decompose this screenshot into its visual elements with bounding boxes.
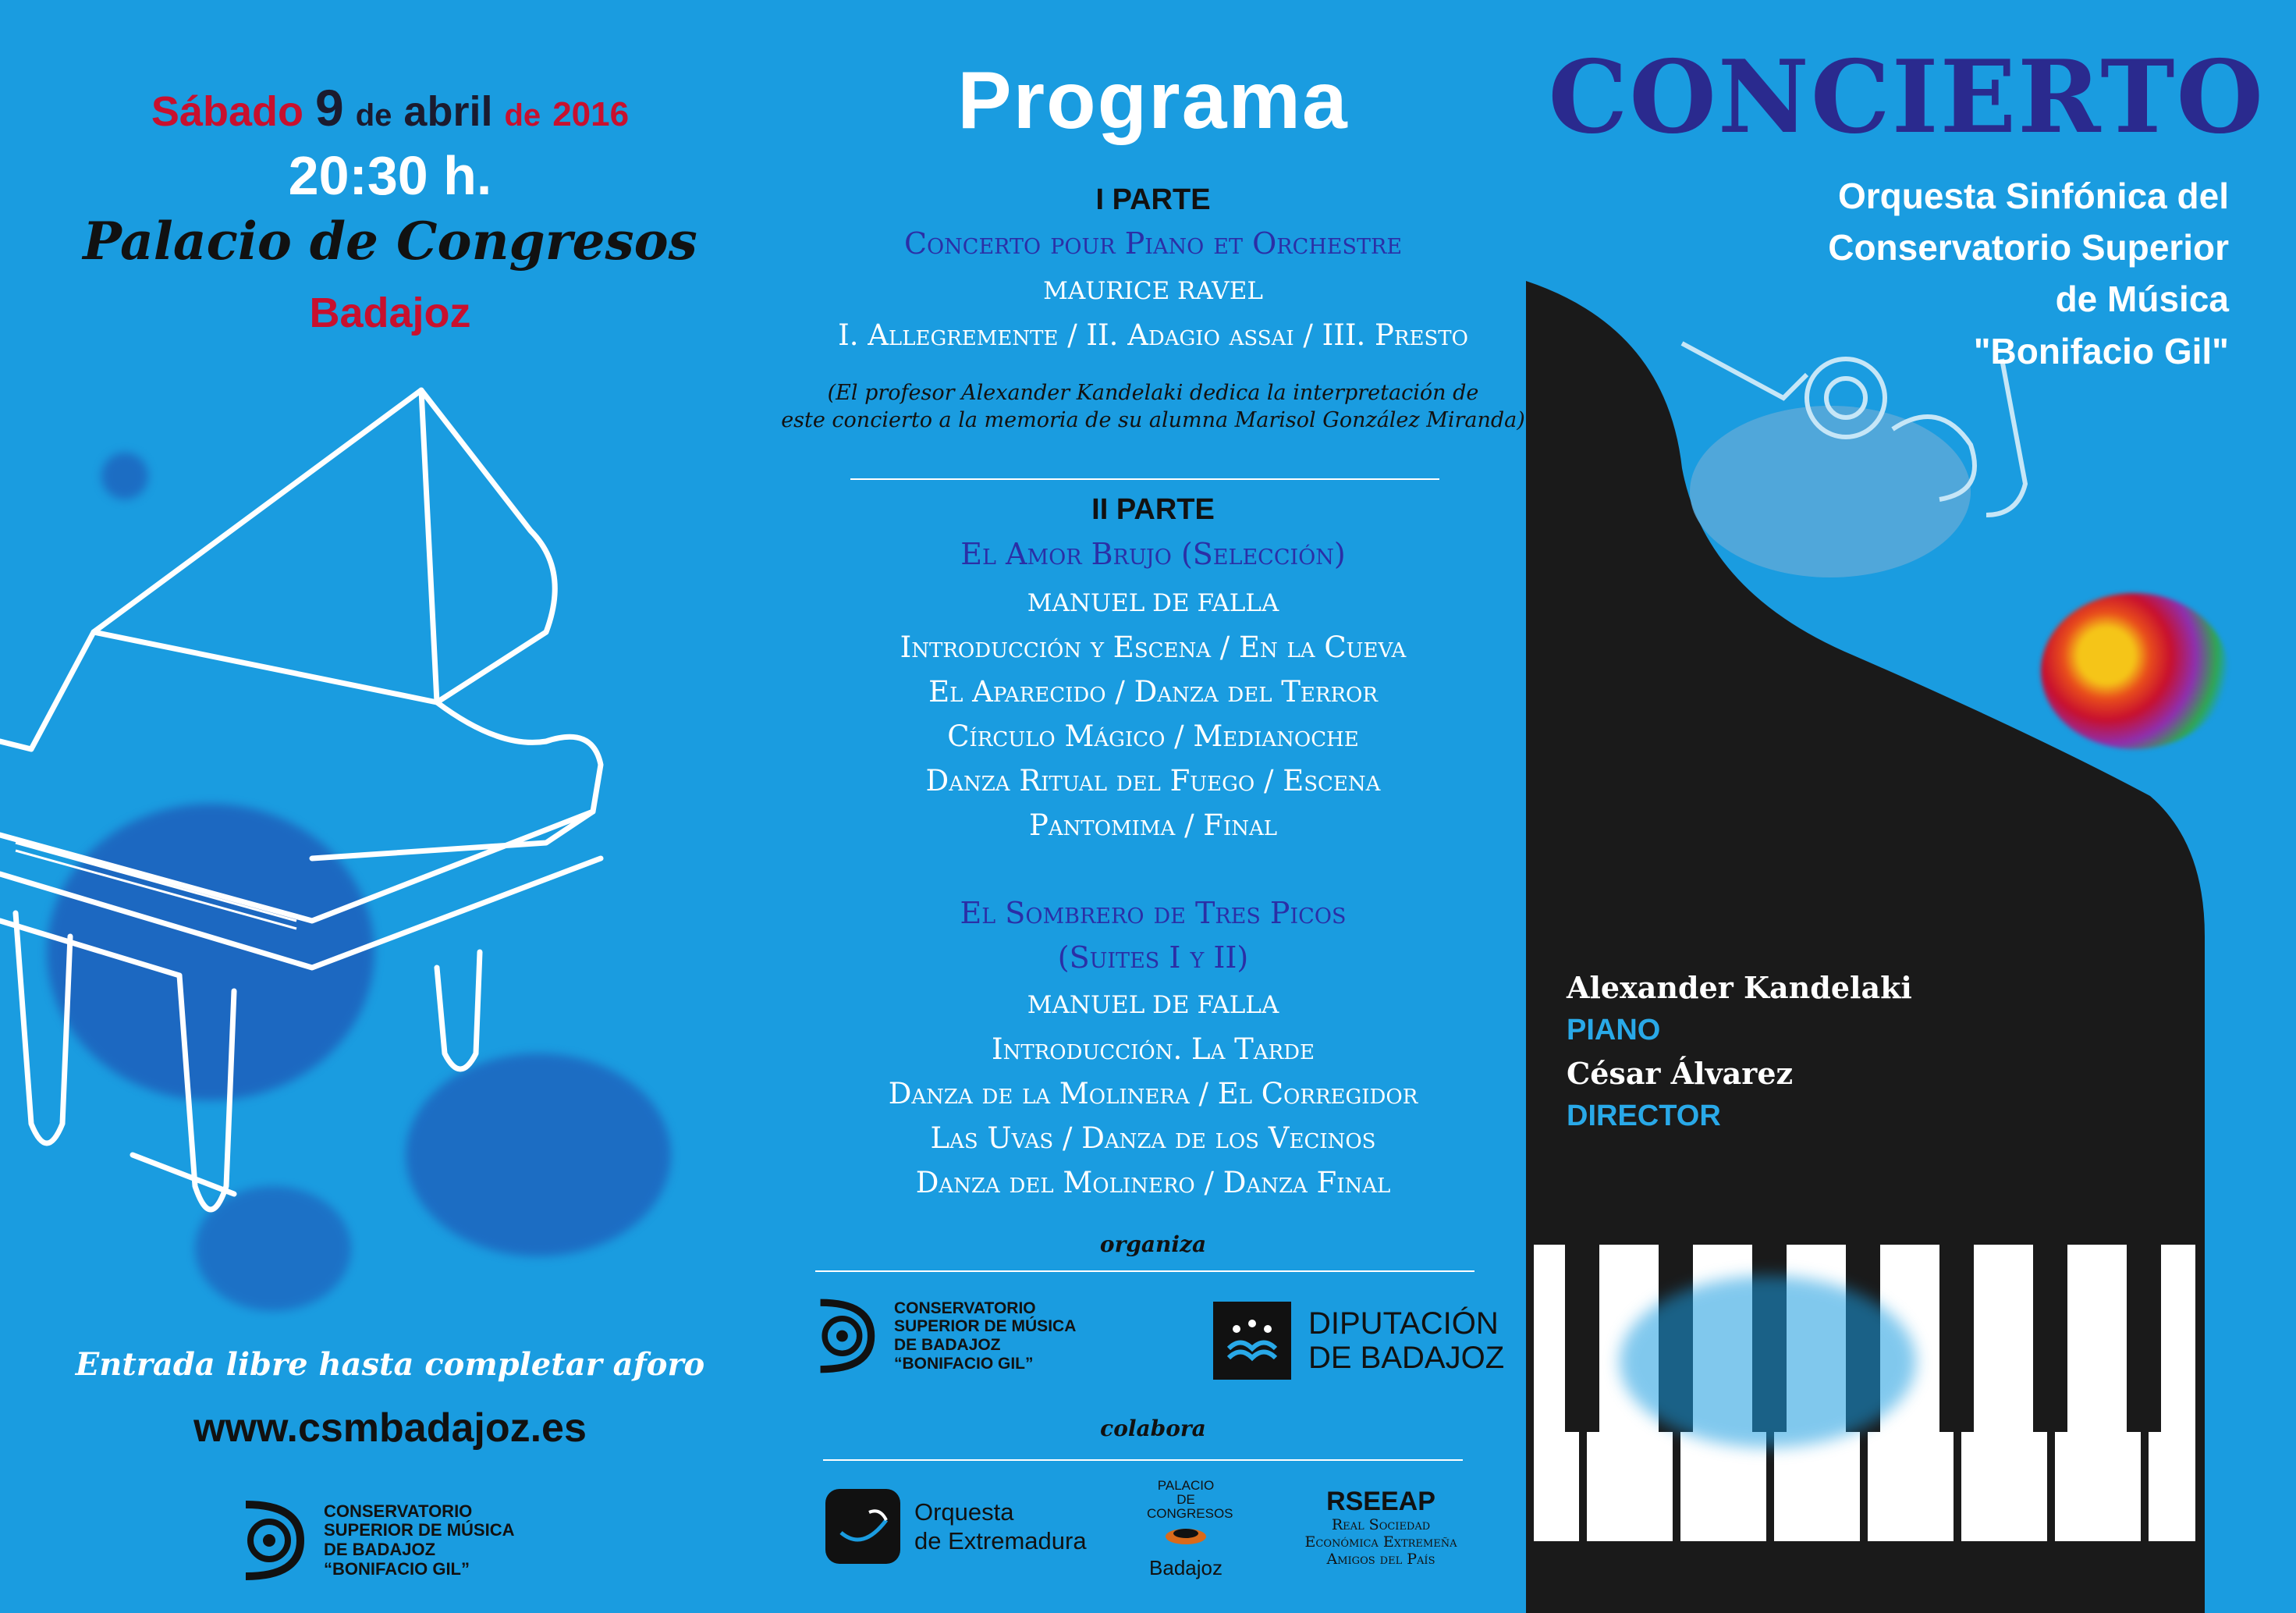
orquesta-extremadura-logo: Orquesta de Extremadura: [825, 1489, 1087, 1564]
organizer-conservatory-logo: CONSERVATORIO SUPERIOR DE MÚSICA DE BADAJOZ “BONIFACIO GIL”: [813, 1295, 1076, 1377]
conservatory-logo: CONSERVATORIO SUPERIOR DE MÚSICA DE BADAJOZ “BONIFACIO GIL”: [238, 1497, 514, 1584]
program-panel: [780, 0, 1526, 1613]
palacio-emblem-icon: [1162, 1521, 1209, 1552]
amor-brujo-mv-4: Danza Ritual del Fuego / Escena: [925, 764, 1381, 798]
ravel-movements: I. Allegremente / II. Adagio assai / III. Presto: [838, 318, 1468, 352]
amor-brujo-mv-1: Introducción y Escena / En la Cueva: [900, 631, 1407, 664]
color-splash: [2041, 593, 2228, 749]
dedication-note: (El profesor Alexander Kandelaki dedica la interpretación de este concierto a la memoria de su alumna Marisol González Miranda): [781, 381, 1525, 433]
ravel-composer: MAURICE RAVEL: [1043, 277, 1263, 305]
ravel-concerto-title: Concerto pour Piano et Orchestre: [903, 226, 1403, 261]
grand-piano-illustration: [0, 375, 671, 1272]
orquesta-extremadura-icon: [825, 1489, 900, 1564]
event-venue: Palacio de Congresos: [83, 211, 697, 272]
conductor-role: DIRECTOR: [1567, 1100, 1721, 1133]
event-time: 20:30 h.: [288, 145, 492, 206]
concert-title: CONCIERTO: [1548, 39, 2265, 156]
sombrero-mv-3: Las Uvas / Danza de los Vecinos: [930, 1121, 1376, 1155]
website-link[interactable]: www.csmbadajoz.es: [193, 1405, 587, 1451]
rseeap-logo: RSEEAP Real Sociedad Económica Extremeña Amigos del País: [1304, 1487, 1457, 1568]
program-title: Programa: [957, 55, 1349, 146]
organiza-label: organiza: [1099, 1231, 1207, 1257]
amor-brujo-mv-5: Pantomima / Final: [1028, 808, 1278, 842]
left-panel: [0, 0, 780, 1613]
performers: [1567, 966, 1912, 1138]
amor-brujo-mv-2: El Aparecido / Danza del Terror: [928, 675, 1378, 709]
divider: [850, 478, 1439, 480]
falla-composer-1: MANUEL DE FALLA: [1027, 589, 1279, 617]
black-key: [2033, 1245, 2067, 1432]
sombrero-title: El Sombrero de Tres Picos: [960, 896, 1347, 930]
divider: [815, 1270, 1474, 1272]
soloist-name: Alexander Kandelaki: [1567, 970, 1912, 1005]
divider: [823, 1459, 1463, 1461]
free-entry-note: Entrada libre hasta completar aforo: [75, 1346, 705, 1383]
amor-brujo-title: El Amor Brujo (Selección): [960, 537, 1346, 571]
falla-composer-2: MANUEL DE FALLA: [1027, 991, 1279, 1019]
palacio-congresos-logo: PALACIO DE CONGRESOS Badajoz: [1147, 1478, 1233, 1579]
piano-keyboard: [1526, 1245, 2205, 1541]
soloist-role: PIANO: [1567, 1014, 1661, 1047]
orchestra-name: Orquesta Sinfónica del Conservatorio Superior de Música "Bonifacio Gil": [1828, 176, 2229, 371]
sombrero-subtitle: (Suites I y II): [1057, 940, 1249, 975]
sombrero-mv-1: Introducción. La Tarde: [992, 1032, 1315, 1066]
conservatory-logo-icon: [238, 1497, 310, 1584]
black-key: [1939, 1245, 1974, 1432]
ink-splash: [1620, 1276, 1916, 1448]
conservatory-logo-icon: [813, 1295, 880, 1377]
black-key: [2127, 1245, 2161, 1432]
diputacion-logo: DIPUTACIÓN DE BADAJOZ: [1213, 1302, 1504, 1380]
part-one-label: I PARTE: [1095, 183, 1211, 216]
sombrero-mv-4: Danza del Molinero / Danza Final: [915, 1166, 1391, 1199]
diputacion-emblem-icon: [1213, 1302, 1291, 1380]
event-city: Badajoz: [309, 290, 471, 336]
colabora-label: colabora: [1100, 1416, 1206, 1441]
conductor-name: César Álvarez: [1567, 1056, 1794, 1092]
black-key: [1565, 1245, 1599, 1432]
part-two-label: II PARTE: [1091, 493, 1215, 526]
cover-panel: [1526, 0, 2296, 1613]
event-date: Sábado 9 de abril de 2016: [151, 79, 630, 137]
sombrero-mv-2: Danza de la Molinera / El Corregidor: [888, 1077, 1418, 1110]
amor-brujo-mv-3: Círculo Mágico / Medianoche: [947, 719, 1359, 753]
